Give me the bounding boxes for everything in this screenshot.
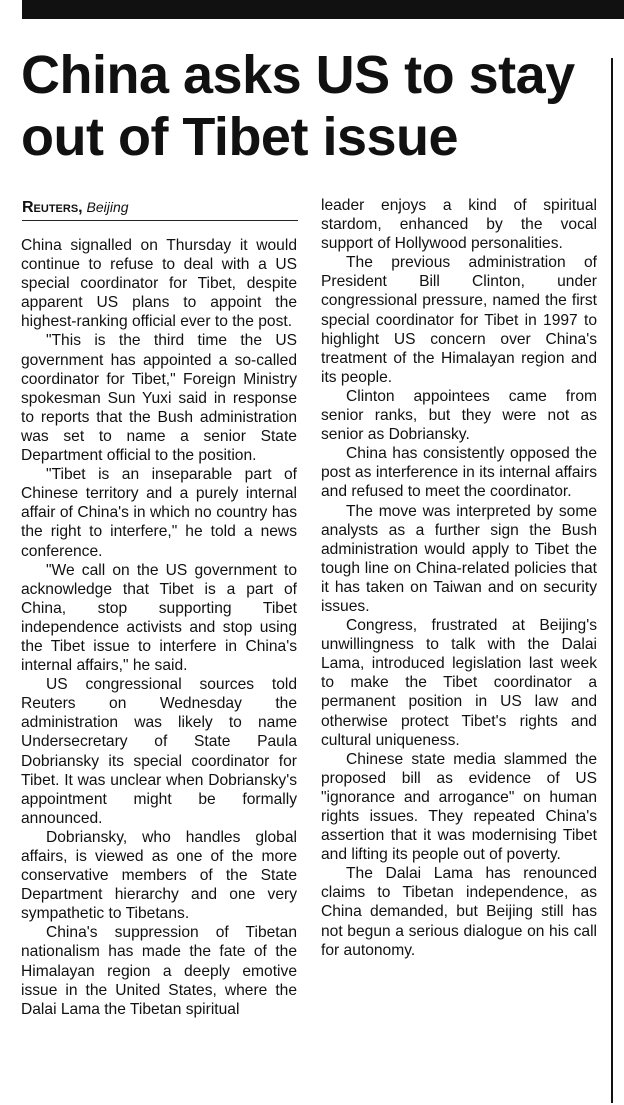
paragraph: Congress, frustrated at Beijing's unwillingness to talk with the Dalai Lama, introduced legislation last week to make the Tibet coordinator a permanent position in US law and otherwise protect Tibet's rights and cultural uniqueness. bbox=[321, 617, 597, 749]
paragraph: Dobriansky, who handles global affairs, is viewed as one of the more conservative members of the State Department hierarchy and one very sympathetic to Tibetans. bbox=[21, 828, 297, 923]
paragraph: Clinton appointees came from senior ranks, but they were not as senior as Dobriansky. bbox=[321, 387, 597, 444]
top-rule bbox=[22, 0, 624, 19]
column-1 bbox=[21, 236, 297, 1019]
paragraph: leader enjoys a kind of spiritual stardom, enhanced by the vocal support of Hollywood personalities. bbox=[321, 197, 597, 253]
paragraph: US congressional sources told Reuters on Wednesday the administration was likely to name Undersecretary of State Paula Dobriansky its special coordinator for Tibet. It was unclear when Dobriansky's appointment might be formally announced. bbox=[21, 676, 297, 827]
column-2 bbox=[321, 196, 597, 960]
paragraph: "We call on the US government to acknowledge that Tibet is a part of China, stop supporting Tibet independence activists and stop using the Tibet issue to interfere in China's internal affairs," he said. bbox=[21, 561, 297, 675]
headline: China asks US to stay out of Tibet issue bbox=[21, 45, 575, 167]
paragraph: China has consistently opposed the post as interference in its internal affairs and refused to meet the coordinator. bbox=[321, 445, 597, 501]
paragraph: China's suppression of Tibetan nationalism has made the fate of the Himalayan region a deeply emotive issue in the United States, where the Dalai Lama the Tibetan spiritual bbox=[21, 924, 297, 1018]
paragraph: The previous administration of President Bill Clinton, under congressional pressure, named the first special coordinator for Tibet in 1997 to highlight US concern over China's treatment of the Himalayan region and its people. bbox=[321, 254, 597, 386]
byline bbox=[22, 198, 298, 221]
paragraph: The Dalai Lama has renounced claims to Tibetan independence, as China demanded, but Beijing still has not begun a serious dialogue on his call for autonomy. bbox=[321, 865, 597, 959]
byline-dateline: Beijing bbox=[86, 199, 129, 215]
column-rule bbox=[611, 58, 613, 1103]
byline-agency: Reuters, bbox=[22, 199, 83, 216]
paragraph: China signalled on Thursday it would continue to refuse to deal with a US special coordinator for Tibet, despite apparent US plans to appoint the highest-ranking official ever to the post. bbox=[21, 237, 297, 331]
paragraph: "This is the third time the US government has appointed a so-called coordinator for Tibet," Foreign Ministry spokesman Sun Yuxi said in response to reports that the Bush administration was set to name a senior State Department official to the position. bbox=[21, 332, 297, 465]
paragraph: "Tibet is an inseparable part of Chinese territory and a purely internal affair of China's in which no country has the right to interfere," he told a news conference. bbox=[21, 466, 297, 560]
paragraph: Chinese state media slammed the proposed bill as evidence of US "ignorance and arrogance" on human rights issues. They repeated China's assertion that it was modernising Tibet and lifting its people out of poverty. bbox=[321, 750, 597, 864]
paragraph: The move was interpreted by some analysts as a further sign the Bush administration would apply to Tibet the tough line on China-related policies that it has taken on Taiwan and on security issues. bbox=[321, 502, 597, 615]
